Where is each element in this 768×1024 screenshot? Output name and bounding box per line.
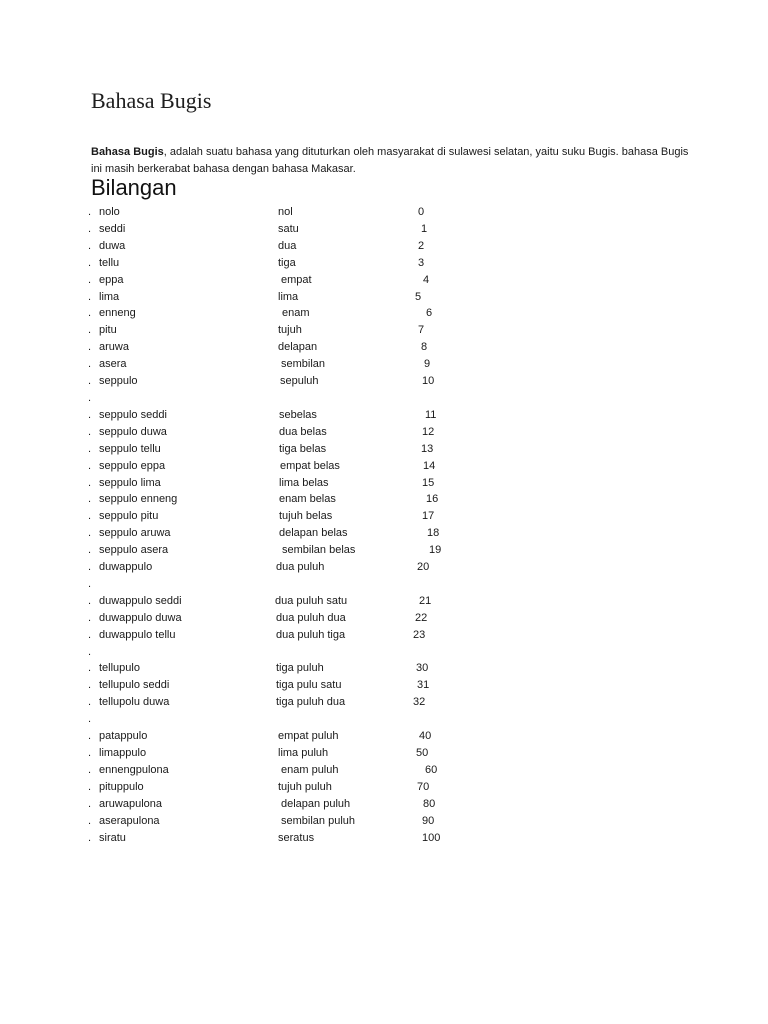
list-bullet: . <box>88 307 92 320</box>
list-bullet: . <box>88 713 92 726</box>
bugis-word: seppulo pitu <box>99 510 159 523</box>
bugis-word: pitu <box>99 324 117 337</box>
number-value: 1 <box>421 222 428 235</box>
indonesian-word: lima <box>278 290 299 303</box>
list-item <box>88 830 488 847</box>
list-bullet: . <box>88 527 92 540</box>
indonesian-word: dua belas <box>279 425 327 438</box>
list-bullet: . <box>88 493 92 506</box>
bugis-word: enneng <box>99 307 136 320</box>
indonesian-word: empat <box>281 273 312 286</box>
bugis-word: seppulo duwa <box>99 425 167 438</box>
number-value: 0 <box>418 206 425 218</box>
list-item <box>88 677 488 694</box>
indonesian-word: dua puluh dua <box>276 611 346 624</box>
bugis-word: seppulo enneng <box>99 493 178 506</box>
number-value: 90 <box>422 814 435 827</box>
indonesian-word: satu <box>278 222 299 235</box>
number-value: 15 <box>422 476 435 489</box>
number-value: 13 <box>421 442 434 455</box>
indonesian-word: tujuh belas <box>279 510 333 523</box>
list-item <box>88 491 488 508</box>
list-item <box>88 627 488 644</box>
number-value: 9 <box>424 358 431 371</box>
number-value: 3 <box>418 256 425 269</box>
indonesian-word: tiga <box>278 256 296 269</box>
number-list <box>88 204 488 846</box>
number-value: 17 <box>422 510 435 523</box>
number-value: 100 <box>422 831 441 844</box>
indonesian-word: dua <box>278 239 297 252</box>
list-item <box>88 694 488 711</box>
page-title: Bahasa Bugis <box>91 88 212 113</box>
list-item <box>88 610 488 627</box>
list-item <box>88 711 488 728</box>
indonesian-word: enam <box>282 307 310 320</box>
number-value: 2 <box>418 239 425 252</box>
bugis-word: seppulo seddi <box>99 408 167 421</box>
list-bullet: . <box>88 324 92 337</box>
list-item <box>88 305 488 322</box>
list-bullet: . <box>88 577 92 590</box>
list-item <box>88 576 488 593</box>
bugis-word: seppulo <box>99 375 138 388</box>
indonesian-word: enam belas <box>279 493 336 506</box>
list-item <box>88 779 488 796</box>
bugis-word: aruwapulona <box>99 797 162 810</box>
list-bullet: . <box>88 544 92 557</box>
indonesian-word: tiga puluh <box>276 662 324 675</box>
indonesian-word: seratus <box>278 831 315 844</box>
list-item <box>88 289 488 306</box>
number-value: 5 <box>415 290 422 303</box>
list-item <box>88 390 488 407</box>
list-item <box>88 508 488 525</box>
number-value: 32 <box>413 696 426 709</box>
list-item <box>88 728 488 745</box>
number-value: 31 <box>417 679 430 692</box>
indonesian-word: delapan belas <box>279 527 348 540</box>
bugis-word: aserapulona <box>99 814 160 827</box>
list-item <box>88 525 488 542</box>
indonesian-word: nol <box>278 206 293 218</box>
number-value: 40 <box>419 730 432 743</box>
list-bullet: . <box>88 747 92 759</box>
list-item <box>88 373 488 390</box>
list-bullet: . <box>88 273 92 286</box>
number-value: 60 <box>425 763 438 776</box>
list-item <box>88 745 488 762</box>
list-bullet: . <box>88 391 92 404</box>
list-item <box>88 542 488 559</box>
bugis-word: limappulo <box>99 747 147 759</box>
number-value: 20 <box>417 561 430 574</box>
bugis-word: pituppulo <box>99 780 144 793</box>
list-item <box>88 796 488 813</box>
list-item <box>88 272 488 289</box>
bugis-word: seppulo eppa <box>99 459 166 472</box>
list-item <box>88 356 488 373</box>
list-bullet: . <box>88 679 92 692</box>
number-value: 11 <box>425 408 437 421</box>
list-item <box>88 322 488 339</box>
bugis-word: tellu <box>99 256 120 269</box>
list-item <box>88 813 488 830</box>
list-bullet: . <box>88 239 92 252</box>
number-value: 10 <box>422 375 435 388</box>
list-item <box>88 204 488 221</box>
list-bullet: . <box>88 408 92 421</box>
bugis-word: seppulo lima <box>99 476 161 489</box>
list-bullet: . <box>88 594 92 607</box>
intro-bold-term: Bahasa Bugis <box>91 146 164 158</box>
list-bullet: . <box>88 662 92 675</box>
indonesian-word: sebelas <box>279 408 317 421</box>
number-value: 80 <box>423 797 436 810</box>
bugis-word: aruwa <box>99 341 129 354</box>
list-item <box>88 339 488 356</box>
number-value: 16 <box>426 493 439 506</box>
number-value: 14 <box>423 459 436 472</box>
list-item <box>88 407 488 424</box>
bugis-word: tellupolu duwa <box>99 696 170 709</box>
list-bullet: . <box>88 341 92 354</box>
list-item <box>88 458 488 475</box>
list-bullet: . <box>88 476 92 489</box>
indonesian-word: delapan <box>278 341 318 354</box>
indonesian-word: tujuh <box>278 324 302 337</box>
list-bullet: . <box>88 290 92 303</box>
section-heading-bilangan: Bilangan <box>91 175 177 200</box>
list-bullet: . <box>88 628 92 641</box>
list-bullet: . <box>88 797 92 810</box>
list-item <box>88 644 488 661</box>
list-bullet: . <box>88 780 92 793</box>
bugis-word: lima <box>99 290 120 303</box>
bugis-word: seppulo asera <box>99 544 169 557</box>
number-value: 4 <box>423 273 430 286</box>
intro-paragraph <box>91 144 691 178</box>
indonesian-word: sembilan puluh <box>281 814 355 827</box>
number-value: 7 <box>418 324 425 337</box>
list-item <box>88 441 488 458</box>
list-item <box>88 475 488 492</box>
indonesian-word: sembilan belas <box>282 544 356 557</box>
number-value: 18 <box>427 527 440 540</box>
indonesian-word: empat belas <box>280 459 340 472</box>
list-bullet: . <box>88 256 92 269</box>
bugis-word: tellupulo <box>99 662 140 675</box>
bugis-word: tellupulo seddi <box>99 679 170 692</box>
number-value: 12 <box>422 425 435 438</box>
bugis-word: duwappulo tellu <box>99 628 176 641</box>
list-bullet: . <box>88 375 92 388</box>
number-value: 6 <box>426 307 433 320</box>
list-item <box>88 255 488 272</box>
bugis-word: duwappulo duwa <box>99 611 182 624</box>
list-item <box>88 238 488 255</box>
bugis-word: nolo <box>99 206 120 218</box>
indonesian-word: tiga belas <box>279 442 327 455</box>
number-value: 8 <box>421 341 428 354</box>
bugis-word: duwappulo <box>99 561 153 574</box>
number-value: 21 <box>419 594 432 607</box>
list-bullet: . <box>88 730 92 743</box>
bugis-word: duwa <box>99 239 126 252</box>
list-bullet: . <box>88 510 92 523</box>
number-value: 19 <box>429 544 442 557</box>
list-item <box>88 559 488 576</box>
bugis-word: siratu <box>99 831 126 844</box>
list-bullet: . <box>88 645 92 658</box>
indonesian-word: delapan puluh <box>281 797 351 810</box>
list-bullet: . <box>88 442 92 455</box>
indonesian-word: dua puluh <box>276 561 325 574</box>
list-item <box>88 762 488 779</box>
indonesian-word: tujuh puluh <box>278 780 332 793</box>
indonesian-word: tiga pulu satu <box>276 679 342 692</box>
bugis-word: asera <box>99 358 127 371</box>
list-bullet: . <box>88 763 92 776</box>
bugis-word: patappulo <box>99 730 148 743</box>
number-value: 50 <box>416 747 429 759</box>
indonesian-word: enam puluh <box>281 763 339 776</box>
indonesian-word: lima puluh <box>278 747 329 759</box>
indonesian-word: dua puluh tiga <box>276 628 346 641</box>
bugis-word: ennengpulona <box>99 763 169 776</box>
list-bullet: . <box>88 222 92 235</box>
number-value: 22 <box>415 611 428 624</box>
list-bullet: . <box>88 611 92 624</box>
list-bullet: . <box>88 425 92 438</box>
indonesian-word: dua puluh satu <box>275 594 348 607</box>
bugis-word: eppa <box>99 273 124 286</box>
list-item <box>88 593 488 610</box>
intro-text: , adalah suatu bahasa yang dituturkan oleh masyarakat di sulawesi selatan, yaitu suku Bugis. bahasa Bugis ini masih berkerabat bahasa dengan bahasa Makasar. <box>91 146 689 175</box>
list-item <box>88 660 488 677</box>
indonesian-word: tiga puluh dua <box>276 696 346 709</box>
indonesian-word: sembilan <box>281 358 326 371</box>
number-value: 23 <box>413 628 426 641</box>
bugis-word: seddi <box>99 222 126 235</box>
list-item <box>88 221 488 238</box>
list-item <box>88 424 488 441</box>
indonesian-word: lima belas <box>279 476 329 489</box>
list-bullet: . <box>88 696 92 709</box>
list-bullet: . <box>88 459 92 472</box>
list-bullet: . <box>88 814 92 827</box>
list-bullet: . <box>88 561 92 574</box>
bugis-word: seppulo aruwa <box>99 527 171 540</box>
bugis-word: duwappulo seddi <box>99 594 182 607</box>
list-bullet: . <box>88 831 92 844</box>
number-value: 70 <box>417 780 430 793</box>
list-bullet: . <box>88 358 92 371</box>
indonesian-word: empat puluh <box>278 730 339 743</box>
number-value: 30 <box>416 662 429 675</box>
bugis-word: seppulo tellu <box>99 442 161 455</box>
indonesian-word: sepuluh <box>280 375 319 388</box>
list-bullet: . <box>88 206 92 218</box>
